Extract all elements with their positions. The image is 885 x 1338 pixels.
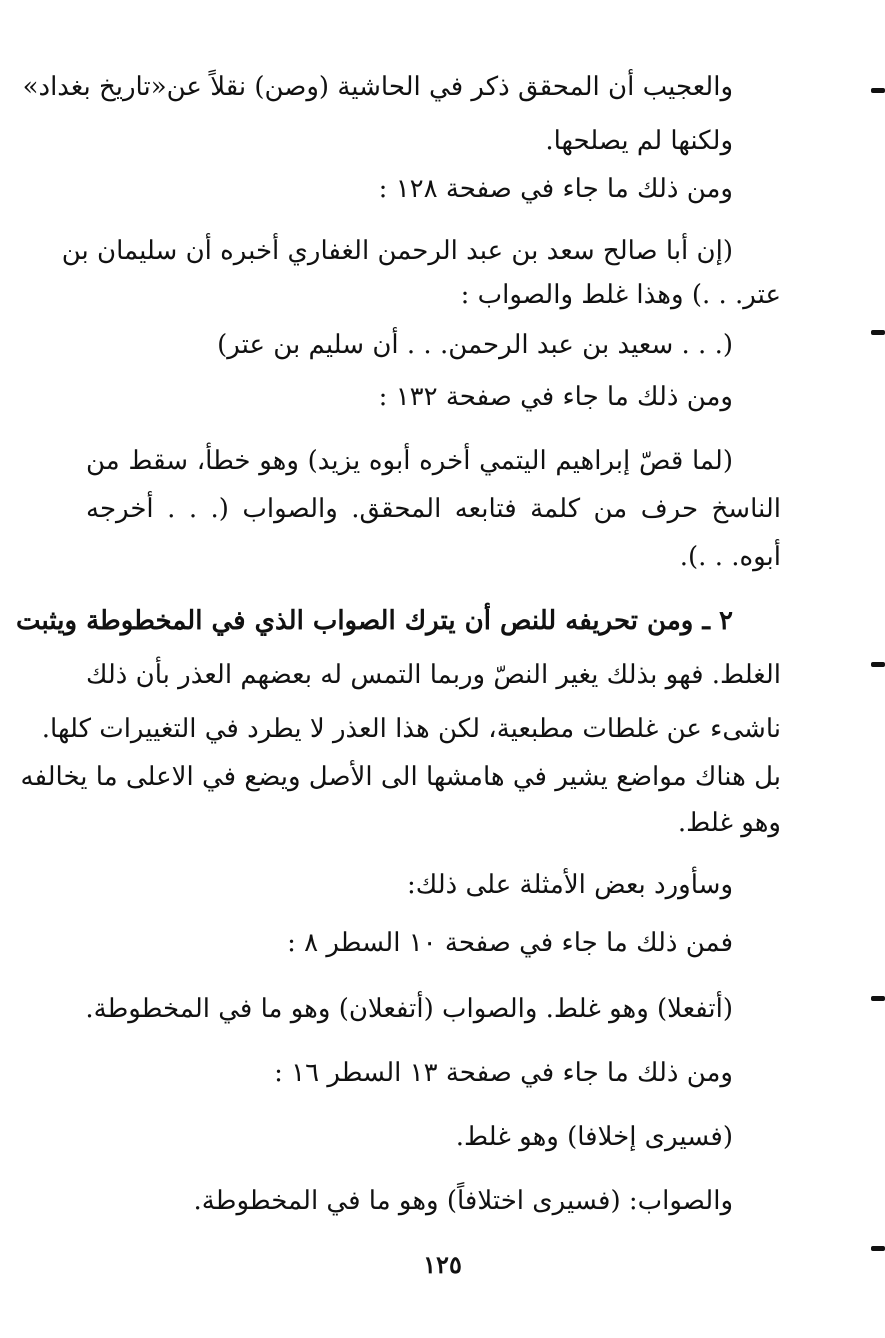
- page-number: ١٢٥: [423, 1250, 462, 1279]
- text-line-9: الناسخ حرف من كلمة فتابعه المحقق. والصواب (. . . أخرجه: [86, 494, 781, 524]
- margin-mark: [871, 88, 885, 93]
- margin-mark: [871, 330, 885, 335]
- text-line-14: بل هناك مواضع يشير في هامشها الى الأصل ويضع في الاعلى ما يخالفه: [20, 762, 781, 792]
- text-line-21: والصواب: (فسيرى اختلافاً) وهو ما في المخطوطة.: [193, 1186, 733, 1216]
- margin-mark: [871, 1246, 885, 1251]
- text-line-4: (إن أبا صالح سعد بن عبد الرحمن الغفاري أخبره أن سليمان بن: [61, 236, 733, 266]
- text-line-3: ومن ذلك ما جاء في صفحة ١٢٨ :: [378, 174, 733, 204]
- text-line-13: ناشىء عن غلطات مطبعية، لكن هذا العذر لا يطرد في التغييرات كلها.: [41, 714, 781, 744]
- text-line-15: وهو غلط.: [677, 808, 781, 838]
- text-line-19: ومن ذلك ما جاء في صفحة ١٣ السطر ١٦ :: [274, 1058, 733, 1088]
- text-line-7: ومن ذلك ما جاء في صفحة ١٣٢ :: [378, 382, 733, 412]
- text-line-12: الغلط. فهو بذلك يغير النصّ وربما التمس له بعضهم العذر بأن ذلك: [85, 660, 781, 690]
- text-line-6: (. . . سعيد بن عبد الرحمن. . . أن سليم بن عتر): [217, 330, 733, 360]
- text-line-16: وسأورد بعض الأمثلة على ذلك:: [407, 870, 733, 900]
- text-line-1: والعجيب أن المحقق ذكر في الحاشية (وصن) نقلاً عن«تاريخ بغداد»: [22, 72, 733, 102]
- text-line-18: (أتفعلا) وهو غلط. والصواب (أتفعلان) وهو ما في المخطوطة.: [85, 994, 733, 1024]
- text-line-5: عتر. . .) وهذا غلط والصواب :: [460, 280, 781, 310]
- section-heading: ٢ ـ ومن تحريفه للنص أن يترك الصواب الذي في المخطوطة ويثبت: [16, 606, 733, 636]
- margin-mark: [871, 662, 885, 667]
- margin-mark: [871, 996, 885, 1001]
- text-line-2: ولكنها لم يصلحها.: [545, 126, 733, 156]
- text-line-17: فمن ذلك ما جاء في صفحة ١٠ السطر ٨ :: [287, 928, 733, 958]
- text-line-8: (لما قصّ إبراهيم اليتمي أخره أبوه يزيد) وهو خطأ، سقط من: [86, 446, 733, 476]
- text-line-20: (فسيرى إخلافا) وهو غلط.: [455, 1122, 733, 1152]
- text-line-10: أبوه. . .).: [679, 542, 781, 572]
